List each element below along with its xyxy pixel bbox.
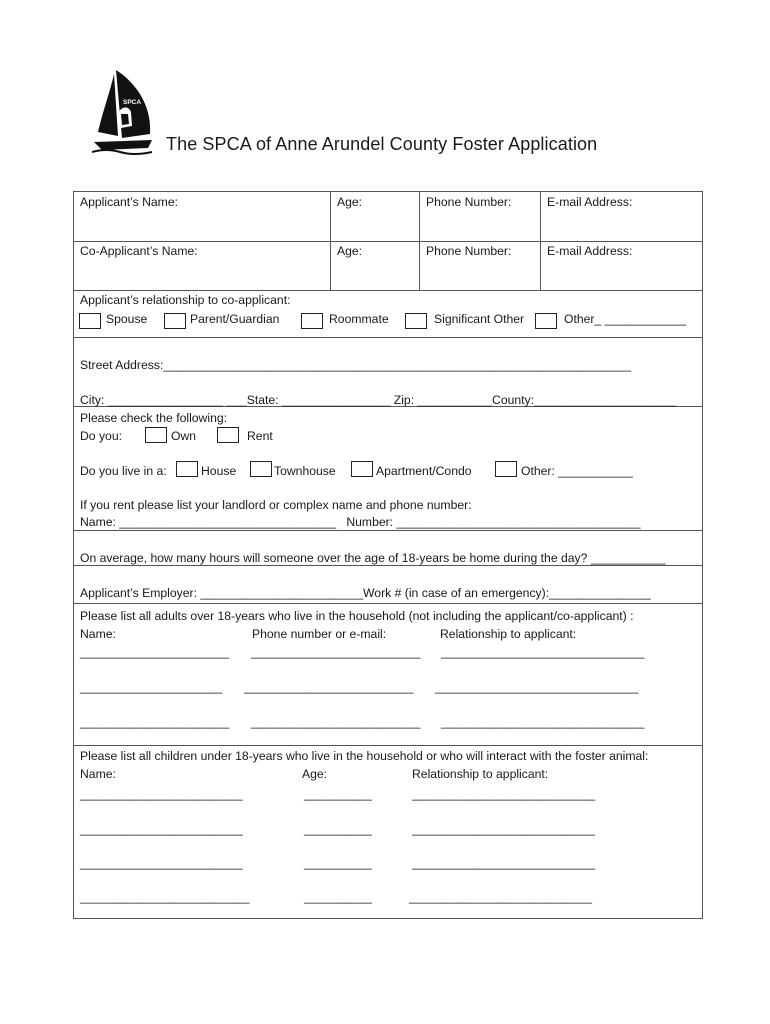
relationship-label: Applicant’s relationship to co-applicant: <box>80 293 291 307</box>
spca-sailboat-logo-icon <box>92 68 154 156</box>
house-label: House <box>201 464 237 478</box>
townhouse-label: Townhouse <box>274 464 336 478</box>
child-name-field[interactable]: ________________________ <box>80 856 243 870</box>
children-col-relationship: Relationship to applicant: <box>412 767 549 781</box>
spouse-checkbox[interactable] <box>79 313 101 329</box>
adult-name-field[interactable]: ______________________ <box>80 645 230 659</box>
rent-checkbox[interactable] <box>217 427 239 443</box>
parent-guardian-checkbox[interactable] <box>164 313 186 329</box>
adult-phone-field[interactable]: _________________________ <box>251 645 421 659</box>
roommate-checkbox[interactable] <box>301 313 323 329</box>
apartment-condo-label: Apartment/Condo <box>376 464 472 478</box>
co-applicant-name-label: Co-Applicant’s Name: <box>80 244 198 258</box>
page-title: The SPCA of Anne Arundel County Foster Application <box>166 134 598 154</box>
children-col-age: Age: <box>302 767 328 781</box>
city-state-zip-county-field[interactable]: City: _________________ ___State: ________________ Zip: ___________County:_____________________ <box>80 393 677 407</box>
adult-relationship-field[interactable]: ______________________________ <box>435 680 639 694</box>
house-checkbox[interactable] <box>176 461 198 477</box>
applicant-age-label: Age: <box>337 195 363 209</box>
other-residence-label: Other: ___________ <box>521 464 633 478</box>
roommate-label: Roommate <box>329 312 389 326</box>
hours-home-question[interactable]: On average, how many hours will someone over the age of 18-years be home during the day? ___________ <box>80 551 666 565</box>
adults-col-name: Name: <box>80 627 116 641</box>
adult-phone-field[interactable]: _________________________ <box>244 680 414 694</box>
rent-label: Rent <box>247 429 273 443</box>
landlord-label: If you rent please list your landlord or complex name and phone number: <box>80 498 472 512</box>
adults-prompt: Please list all adults over 18-years who live in the household (not including the applicant/co-applicant) : <box>80 609 634 623</box>
significant-other-label: Significant Other <box>434 312 525 326</box>
applicant-phone-label: Phone Number: <box>426 195 512 209</box>
landlord-field[interactable]: Name: ________________________________ Number: ____________________________________ <box>80 515 641 529</box>
applicant-email-label: E-mail Address: <box>547 195 633 209</box>
co-applicant-phone-label: Phone Number: <box>426 244 512 258</box>
child-age-field[interactable]: __________ <box>304 856 372 870</box>
child-relationship-field[interactable]: ___________________________ <box>409 890 593 904</box>
significant-other-checkbox[interactable] <box>405 313 427 329</box>
own-label: Own <box>171 429 197 443</box>
spouse-label: Spouse <box>106 312 148 326</box>
logo-text: SPCA <box>123 99 142 106</box>
child-name-field[interactable]: ________________________ <box>80 822 243 836</box>
own-checkbox[interactable] <box>145 427 167 443</box>
foster-application-form <box>73 191 703 919</box>
employer-field[interactable]: Applicant’s Employer: ________________________Work # (in case of an emergency):_______________ <box>80 586 651 600</box>
child-age-field[interactable]: __________ <box>304 890 372 904</box>
child-name-field[interactable]: ________________________ <box>80 787 243 801</box>
other-relationship-checkbox[interactable] <box>535 313 557 329</box>
check-following-label: Please check the following: <box>80 411 228 425</box>
adult-name-field[interactable]: _____________________ <box>80 680 223 694</box>
do-you-label: Do you: <box>80 429 123 443</box>
co-applicant-email-label: E-mail Address: <box>547 244 633 258</box>
child-relationship-field[interactable]: ___________________________ <box>412 822 596 836</box>
child-age-field[interactable]: __________ <box>304 787 372 801</box>
child-age-field[interactable]: __________ <box>304 822 372 836</box>
townhouse-checkbox[interactable] <box>250 461 272 477</box>
children-prompt: Please list all children under 18-years who live in the household or who will interact with the foster animal: <box>80 749 649 763</box>
adults-col-phone: Phone number or e-mail: <box>252 627 387 641</box>
applicant-name-label: Applicant’s Name: <box>80 195 178 209</box>
other-relationship-label: Other_ ____________ <box>564 312 686 326</box>
street-address-field[interactable]: Street Address:_____________________________________________________________________ <box>80 358 632 372</box>
apartment-condo-checkbox[interactable] <box>351 461 373 477</box>
live-in-label: Do you live in a: <box>80 464 167 478</box>
child-relationship-field[interactable]: ___________________________ <box>412 856 596 870</box>
adult-relationship-field[interactable]: ______________________________ <box>441 715 645 729</box>
adult-name-field[interactable]: ______________________ <box>80 715 230 729</box>
child-relationship-field[interactable]: ___________________________ <box>412 787 596 801</box>
co-applicant-age-label: Age: <box>337 244 363 258</box>
adults-col-relationship: Relationship to applicant: <box>440 627 577 641</box>
other-residence-checkbox[interactable] <box>495 461 517 477</box>
adult-phone-field[interactable]: _________________________ <box>251 715 421 729</box>
children-col-name: Name: <box>80 767 116 781</box>
parent-guardian-label: Parent/Guardian <box>190 312 280 326</box>
adult-relationship-field[interactable]: ______________________________ <box>441 645 645 659</box>
child-name-field[interactable]: _________________________ <box>80 890 250 904</box>
